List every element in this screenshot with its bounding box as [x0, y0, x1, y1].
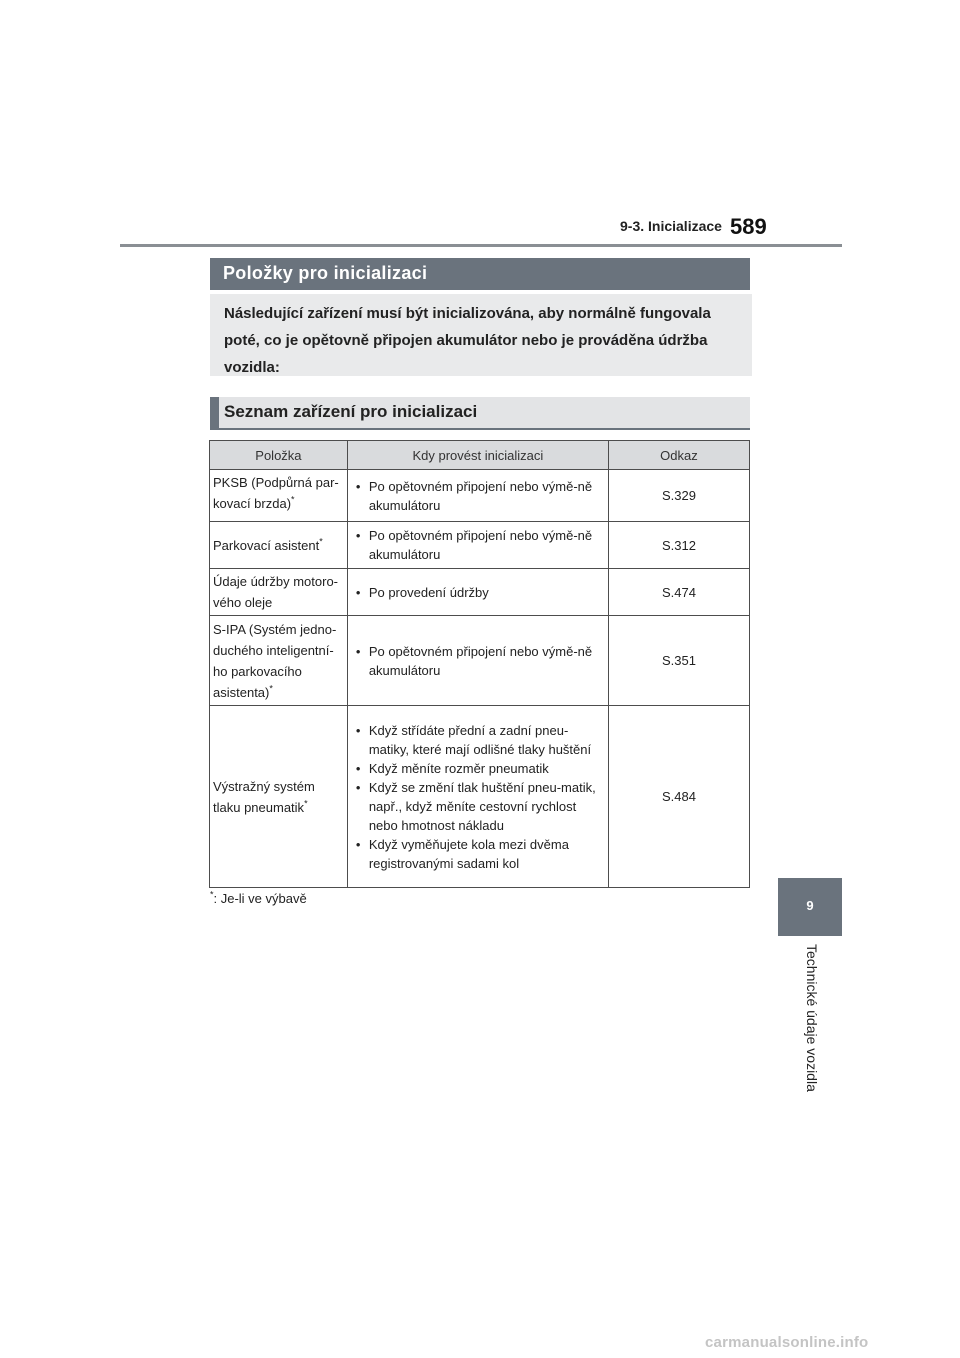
chapter-number: 9	[806, 898, 814, 913]
initialization-table	[209, 440, 750, 888]
table-row	[210, 522, 750, 569]
header-divider	[120, 244, 842, 247]
footnote-marker: *	[304, 798, 308, 809]
item-text-wrap	[210, 617, 347, 705]
when-item: • Když se změní tlak huštění pneu-matik, např., když měníte cestovní rychlost nebo hmotnost nákladu	[354, 778, 604, 835]
table-row	[210, 616, 750, 706]
item-cell	[210, 569, 348, 616]
table-row	[210, 706, 750, 888]
footnote-marker: *	[319, 536, 323, 547]
item-cell	[210, 616, 348, 706]
running-header-section: 9-3. Inicializace	[620, 218, 722, 234]
item-name: Parkovací asistent	[213, 537, 320, 553]
when-cell	[347, 569, 608, 616]
footnote-text: : Je-li ve výbavě	[213, 891, 307, 906]
reference-cell: S.329	[608, 470, 749, 522]
when-list	[348, 579, 608, 606]
reference-cell: S.312	[608, 522, 749, 569]
table-header-row	[210, 441, 750, 470]
when-item: • Po opětovném připojení nebo výmě-ně akumulátoru	[354, 526, 604, 564]
item-cell	[210, 706, 348, 888]
watermark: carmanualsonline.info	[705, 1334, 869, 1351]
item-text-wrap	[210, 533, 347, 558]
list-heading: Seznam zařízení pro inicializaci	[210, 397, 750, 430]
when-item: • Když vyměňujete kola mezi dvěma registrovanými sadami kol	[354, 835, 604, 873]
column-header-item: Položka	[210, 441, 348, 470]
column-header-reference: Odkaz	[608, 441, 749, 470]
item-text-wrap	[210, 470, 347, 516]
footnote-marker: *	[291, 494, 295, 505]
footnote-marker: *	[210, 889, 214, 900]
item-name: Údaje údržby motoro-vého oleje	[213, 574, 338, 610]
when-item: • Po opětovném připojení nebo výmě-ně akumulátoru	[354, 642, 604, 680]
item-text-wrap	[210, 774, 347, 820]
when-list	[348, 638, 608, 684]
intro-paragraph: Následující zařízení musí být inicializována, aby normálně fungovala poté, co je opětovně připojen akumulátor nebo je prováděna údržba vozidla:	[210, 294, 752, 376]
reference-cell: S.474	[608, 569, 749, 616]
item-cell	[210, 522, 348, 569]
when-cell	[347, 616, 608, 706]
reference-cell: S.484	[608, 706, 749, 888]
column-header-when: Kdy provést inicializaci	[347, 441, 608, 470]
item-name: S-IPA (Systém jedno-duchého inteligentní-ho parkovacího asistenta)	[213, 621, 337, 700]
page-number: 589	[730, 214, 767, 239]
when-item: • Když měníte rozměr pneumatik	[354, 759, 604, 778]
table-row	[210, 569, 750, 616]
item-cell	[210, 470, 348, 522]
when-cell	[347, 522, 608, 569]
section-title: Položky pro inicializaci	[210, 258, 750, 290]
footnote	[210, 891, 307, 906]
when-list	[348, 717, 608, 877]
when-list	[348, 473, 608, 519]
when-item: • Po opětovném připojení nebo výmě-ně akumulátoru	[354, 477, 604, 515]
item-name: Výstražný systém tlaku pneumatik	[213, 778, 315, 815]
chapter-tab	[778, 878, 842, 936]
when-item: • Když střídáte přední a zadní pneu-matiky, které mají odlišné tlaky huštění	[354, 721, 604, 759]
footnote-marker: *	[269, 683, 273, 694]
table-row	[210, 470, 750, 522]
when-cell	[347, 706, 608, 888]
when-cell	[347, 470, 608, 522]
when-list	[348, 522, 608, 568]
item-name: PKSB (Podpůrná par-kovací brzda)	[213, 475, 339, 511]
when-item: • Po provedení údržby	[354, 583, 604, 602]
chapter-title: Technické údaje vozidla	[804, 944, 820, 1092]
reference-cell: S.351	[608, 616, 749, 706]
